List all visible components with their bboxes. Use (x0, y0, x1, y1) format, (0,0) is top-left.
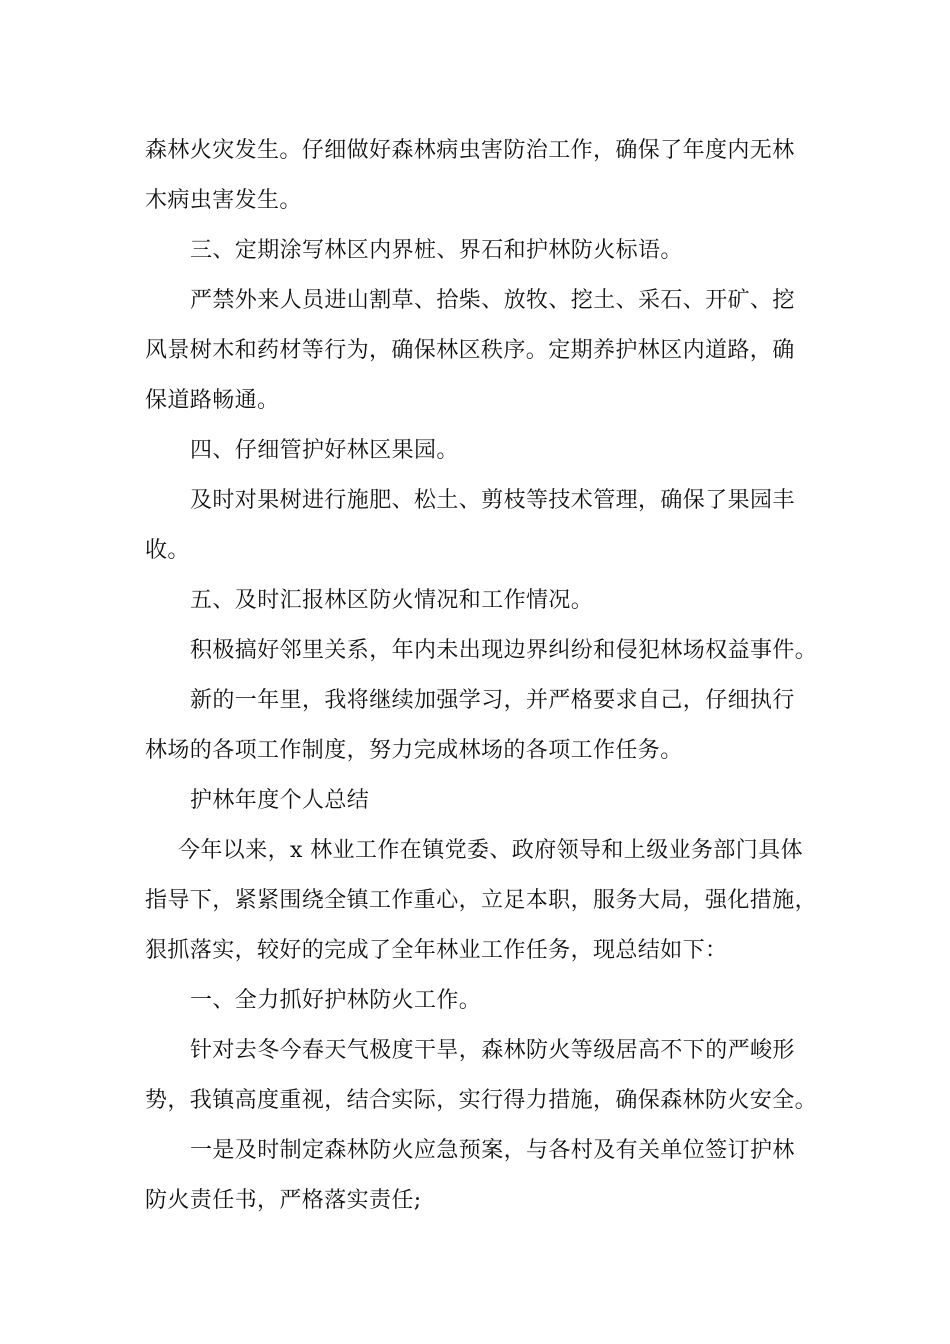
paragraph-line: 木病虫害发生。 (145, 188, 302, 213)
document-title: 护林年度个人总结 (190, 788, 370, 813)
paragraph-line: 针对去冬今春天气极度干旱，森林防火等级居高不下的严峻形 (190, 1038, 795, 1063)
paragraph-line: 防火责任书，严格落实责任; (145, 1188, 422, 1213)
paragraph-line: 严禁外来人员进山割草、拾柴、放牧、挖土、采石、开矿、挖 (190, 288, 795, 313)
section-heading: 一、全力抓好护林防火工作。 (190, 988, 482, 1013)
paragraph-line: 指导下，紧紧围绕全镇工作重心，立足本职，服务大局，强化措施， (145, 888, 818, 913)
paragraph-line: 狠抓落实，较好的完成了全年林业工作任务，现总结如下： (145, 938, 728, 963)
paragraph-line: 今年以来，x 林业工作在镇党委、政府领导和上级业务部门具体 (178, 838, 804, 863)
paragraph-line: 势，我镇高度重视，结合实际，实行得力措施，确保森林防火安全。 (145, 1088, 818, 1113)
paragraph-line: 及时对果树进行施肥、松土、剪枝等技术管理，确保了果园丰 (190, 488, 795, 513)
section-heading: 四、仔细管护好林区果园。 (190, 438, 459, 463)
section-heading: 三、定期涂写林区内界桩、界石和护林防火标语。 (190, 238, 683, 263)
paragraph-line: 保道路畅通。 (145, 388, 280, 413)
paragraph-line: 林场的各项工作制度，努力完成林场的各项工作任务。 (145, 738, 683, 763)
paragraph-line: 收。 (145, 538, 190, 563)
paragraph-line: 积极搞好邻里关系，年内未出现边界纠纷和侵犯林场权益事件。 (190, 638, 818, 663)
paragraph-line: 风景树木和药材等行为，确保林区秩序。定期养护林区内道路，确 (145, 338, 795, 363)
paragraph-line: 一是及时制定森林防火应急预案，与各村及有关单位签订护林 (190, 1138, 795, 1163)
paragraph-line: 森林火灾发生。仔细做好森林病虫害防治工作，确保了年度内无林 (145, 138, 795, 163)
paragraph-line: 新的一年里，我将继续加强学习，并严格要求自己，仔细执行 (190, 688, 795, 713)
section-heading: 五、及时汇报林区防火情况和工作情况。 (190, 588, 594, 613)
